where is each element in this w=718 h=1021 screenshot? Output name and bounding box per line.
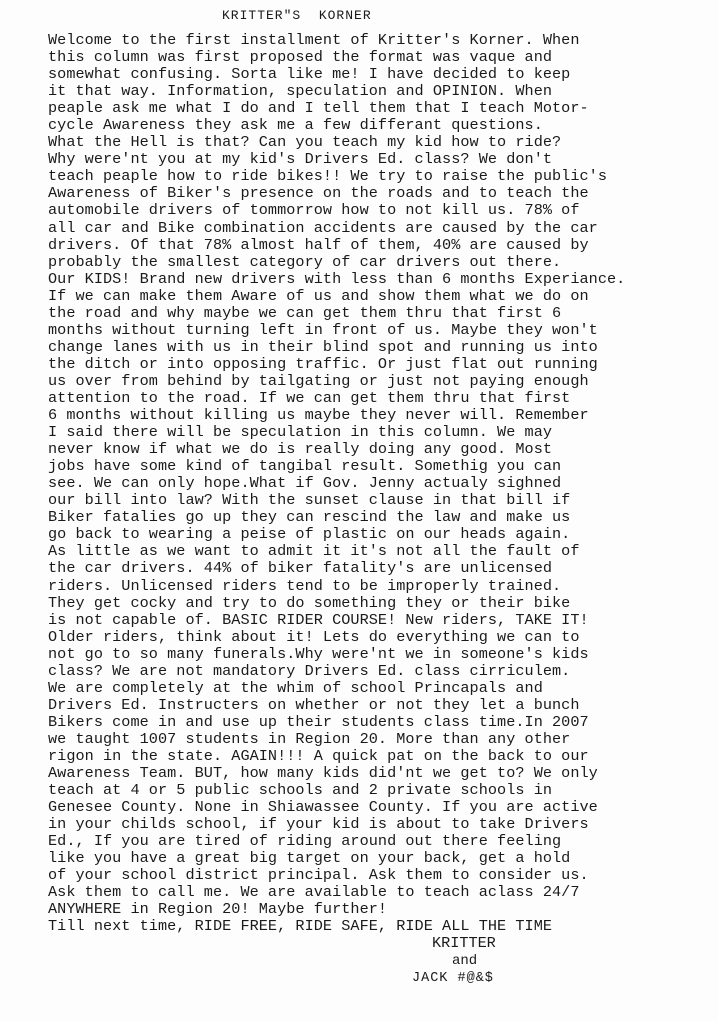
- text-line: ANYWHERE in Region 20! Maybe further!: [48, 900, 388, 919]
- text-line: not go to so many funerals.Why were'nt we in someone's kids: [48, 644, 589, 663]
- text-line: in your childs school, if your kid is about to take Drivers: [48, 815, 589, 834]
- text-line: the car drivers. 44% of biker fatality's are unlicensed: [48, 559, 553, 578]
- text-line: Till next time, RIDE FREE, RIDE SAFE, RIDE ALL THE TIME: [48, 917, 553, 936]
- text-line: like you have a great big target on your back, get a hold: [48, 849, 571, 868]
- text-line: Older riders, think about it! Lets do everything we can to: [48, 627, 580, 646]
- text-line: What the Hell is that? Can you teach my kid how to ride?: [48, 133, 562, 152]
- text-line: we taught 1007 students in Region 20. More than any other: [48, 729, 571, 748]
- text-line: this column was first proposed the format was vaque and: [48, 48, 553, 67]
- text-line: automobile drivers of tommorrow how to not kill us. 78% of: [48, 201, 580, 220]
- text-line: the road and why maybe we can get them thru that first 6: [48, 303, 562, 322]
- text-line: our bill into law? With the sunset clause in that bill if: [48, 491, 571, 510]
- article-body: [48, 32, 708, 987]
- text-line: never know if what we do is really doing any good. Most: [48, 440, 553, 459]
- text-line: I said there will be speculation in this column. We may: [48, 423, 553, 442]
- text-line: riders. Unlicensed riders tend to be improperly trained.: [48, 576, 562, 595]
- text-line: all car and Bike combination accidents are caused by the car: [48, 218, 598, 237]
- text-line: attention to the road. If we can get them thru that first: [48, 388, 571, 407]
- text-line: jobs have some kind of tangibal result. Somethig you can: [48, 457, 562, 476]
- text-line: Why were'nt you at my kid's Drivers Ed. class? We don't: [48, 150, 553, 169]
- signature-conjunction: and: [452, 952, 478, 969]
- text-line: cycle Awareness they ask me a few differant questions.: [48, 116, 543, 135]
- text-line: Drivers Ed. Instructers on whether or not they let a bunch: [48, 695, 580, 714]
- text-line: Biker fatalies go up they can rescind the law and make us: [48, 508, 571, 527]
- text-line: see. We can only hope.What if Gov. Jenny actualy sighned: [48, 474, 562, 493]
- text-line: us over from behind by tailgating or just not paying enough: [48, 371, 589, 390]
- text-line: the ditch or into opposing traffic. Or just flat out running: [48, 354, 598, 373]
- text-line: somewhat confusing. Sorta like me! I have decided to keep: [48, 65, 571, 84]
- page-title: KRITTER"S KORNER: [222, 8, 372, 23]
- text-line: We are completely at the whim of school Princapals and: [48, 678, 543, 697]
- text-line: class? We are not mandatory Drivers Ed. class cirriculem.: [48, 661, 571, 680]
- text-line: Genesee County. None in Shiawassee County. If you are active: [48, 798, 598, 817]
- text-line: it that way. Information, speculation and OPINION. When: [48, 82, 553, 101]
- text-line: Awareness of Biker's presence on the roads and to teach the: [48, 184, 589, 203]
- text-line: Our KIDS! Brand new drivers with less than 6 months Experiance.: [48, 269, 626, 288]
- text-line: is not capable of. BASIC RIDER COURSE! New riders, TAKE IT!: [48, 610, 589, 629]
- signature-name: KRITTER: [432, 934, 496, 953]
- text-line: teach peaple how to ride bikes!! We try to raise the public's: [48, 167, 608, 186]
- text-line: As little as we want to admit it it's not all the fault of: [48, 542, 580, 561]
- text-line: rigon in the state. AGAIN!!! A quick pat on the back to our: [48, 746, 589, 765]
- text-line: Welcome to the first installment of Kritter's Korner. When: [48, 31, 580, 49]
- text-line: 6 months without killing us maybe they never will. Remember: [48, 406, 589, 425]
- text-line: go back to wearing a peise of plastic on our heads again.: [48, 525, 571, 544]
- text-line: Ask them to call me. We are available to teach aclass 24/7: [48, 883, 580, 902]
- text-line: They get cocky and try to do something they or their bike: [48, 593, 571, 612]
- text-line: Bikers come in and use up their students class time.In 2007: [48, 712, 589, 731]
- signature-second-name: JACK #@&$: [412, 970, 494, 986]
- text-line: If we can make them Aware of us and show them what we do on: [48, 286, 589, 305]
- text-line: of your school district principal. Ask them to consider us.: [48, 866, 589, 885]
- text-line: drivers. Of that 78% almost half of them, 40% are caused by: [48, 235, 589, 254]
- text-line: change lanes with us in their blind spot and running us into: [48, 337, 598, 356]
- text-line: peaple ask me what I do and I tell them that I teach Motor-: [48, 99, 589, 118]
- text-line: teach at 4 or 5 public schools and 2 private schools in: [48, 781, 553, 800]
- text-line: probably the smallest category of car drivers out there.: [48, 252, 562, 271]
- text-line: Ed., If you are tired of riding around out there feeling: [48, 832, 562, 851]
- text-line: months without turning left in front of us. Maybe they won't: [48, 320, 598, 339]
- text-line: Awareness Team. BUT, how many kids did'nt we get to? We only: [48, 764, 598, 783]
